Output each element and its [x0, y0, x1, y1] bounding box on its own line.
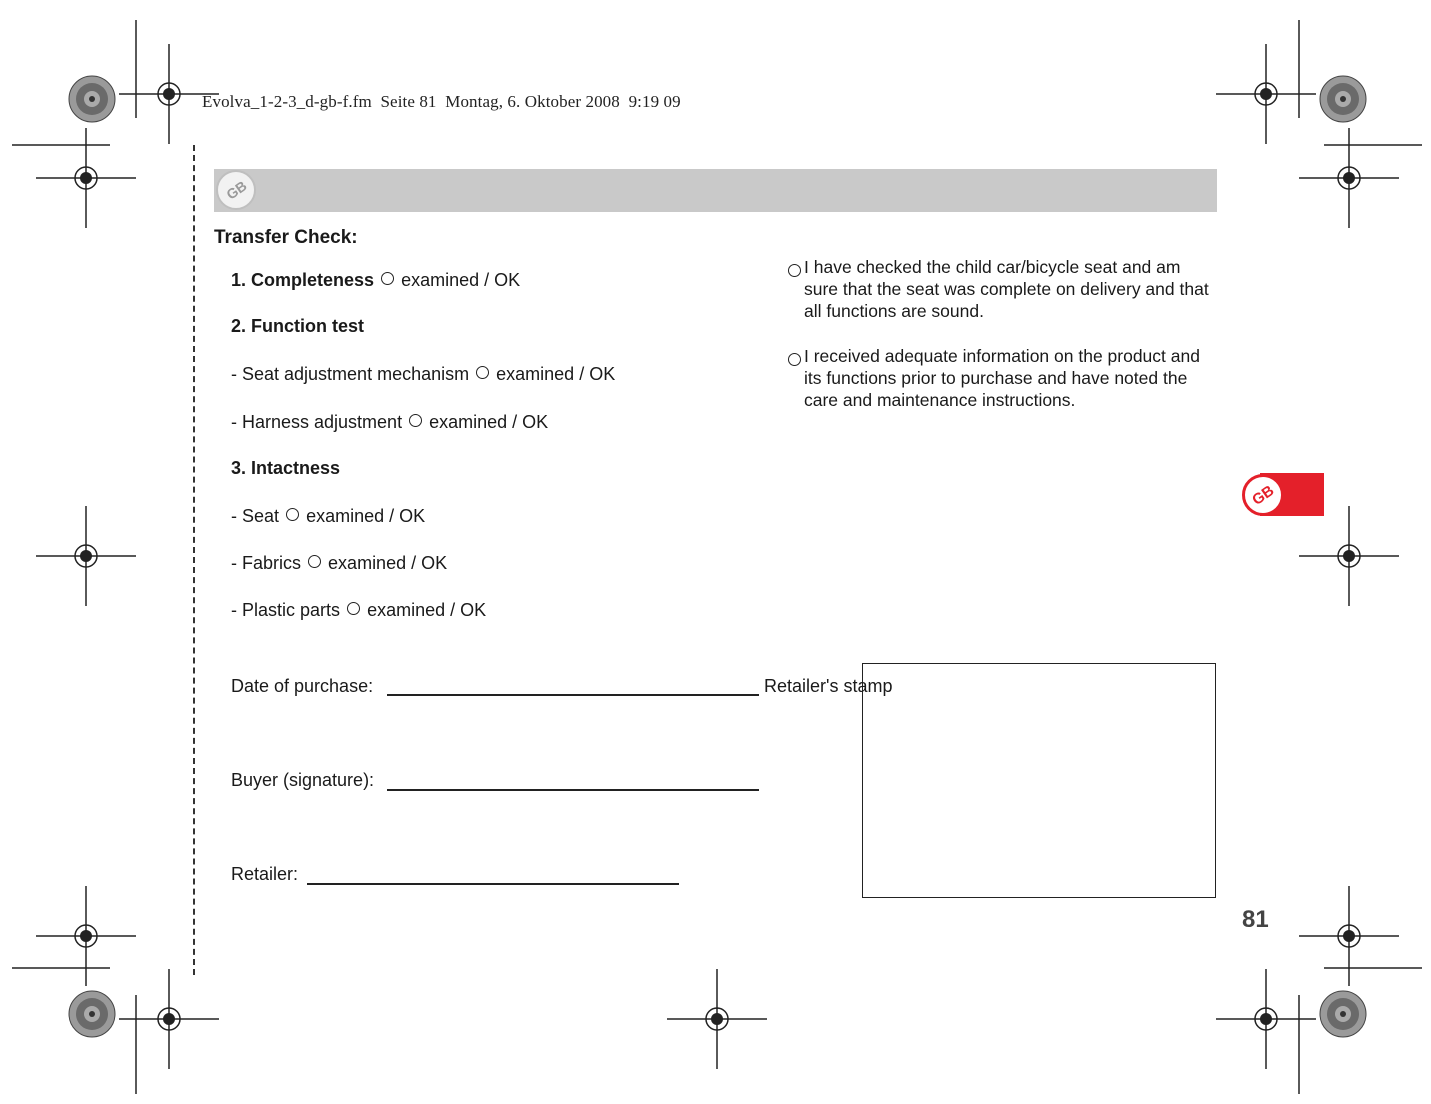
registration-target-icon — [667, 969, 767, 1069]
checkbox-circle-icon[interactable] — [381, 272, 394, 285]
side-tab-badge — [1242, 474, 1284, 516]
check-seat-adjustment — [231, 364, 615, 385]
page-title: Transfer Check: — [214, 227, 358, 248]
check-seat — [231, 506, 425, 527]
check-completeness — [231, 270, 520, 291]
section-heading: 3. Intactness — [231, 458, 341, 478]
checkbox-circle-icon[interactable] — [788, 264, 801, 277]
color-wheel-icon — [69, 991, 115, 1037]
file-header: Evolva_1-2-3_d-gb-f.fm Seite 81 Montag, 6. Oktober 2008 9:19 09 — [202, 92, 681, 111]
retailer-label: Retailer: — [231, 864, 299, 884]
margin-rule — [193, 145, 195, 975]
declaration-informed — [786, 345, 1216, 411]
checkbox-circle-icon[interactable] — [308, 555, 321, 568]
checkbox-circle-icon[interactable] — [788, 353, 801, 366]
registration-target-icon — [36, 886, 136, 986]
checkbox-circle-icon[interactable] — [347, 602, 360, 615]
language-badge — [216, 170, 256, 210]
check-plastic-parts — [231, 600, 486, 621]
declaration-checked — [786, 256, 1216, 322]
check-label: - Plastic parts — [231, 600, 341, 620]
registration-target-icon — [1299, 128, 1399, 228]
declaration-text: I received adequate information on the product and its functions prior to purchase and have noted the care and maintenance instructions. — [804, 346, 1200, 410]
side-tab-label: GB — [1248, 481, 1278, 509]
language-badge-label: GB — [222, 177, 250, 203]
check-label: - Seat — [231, 506, 280, 526]
registration-target-icon — [36, 506, 136, 606]
date-of-purchase-field[interactable] — [387, 694, 759, 696]
registration-target-icon — [1216, 44, 1316, 144]
checkbox-circle-icon[interactable] — [409, 414, 422, 427]
check-harness — [231, 412, 548, 433]
check-status: examined / OK — [367, 600, 487, 620]
registration-target-icon — [1299, 506, 1399, 606]
date-of-purchase-label: Date of purchase: — [231, 676, 374, 696]
registration-target-icon — [1216, 969, 1316, 1069]
registration-target-icon — [1299, 886, 1399, 986]
color-wheel-icon — [1320, 76, 1366, 122]
color-wheel-icon — [1320, 991, 1366, 1037]
registration-target-icon — [119, 969, 219, 1069]
section-function-test — [231, 316, 364, 337]
check-label: 1. Completeness — [231, 270, 375, 290]
checkbox-circle-icon[interactable] — [476, 366, 489, 379]
section-intactness — [231, 458, 340, 479]
section-heading: 2. Function test — [231, 316, 365, 336]
check-status: examined / OK — [306, 506, 426, 526]
check-status: examined / OK — [328, 553, 448, 573]
declaration-text: I have checked the child car/bicycle seat and am sure that the seat was complete on delivery and that all functions are sound. — [804, 257, 1209, 321]
buyer-signature-field[interactable] — [387, 789, 759, 791]
checkbox-circle-icon[interactable] — [286, 508, 299, 521]
registration-target-icon — [36, 128, 136, 228]
retailer-stamp-label: Retailer's stamp — [764, 676, 893, 696]
check-status: examined / OK — [429, 412, 549, 432]
color-wheel-icon — [69, 76, 115, 122]
buyer-signature-label: Buyer (signature): — [231, 770, 375, 790]
language-bar — [214, 169, 1217, 212]
check-label: - Harness adjustment — [231, 412, 403, 432]
check-label: - Fabrics — [231, 553, 302, 573]
retailer-stamp-box[interactable] — [862, 663, 1216, 898]
page-number: 81 — [1242, 906, 1269, 933]
check-status: examined / OK — [496, 364, 616, 384]
retailer-field[interactable] — [307, 883, 679, 885]
check-label: - Seat adjustment mechanism — [231, 364, 470, 384]
check-fabrics — [231, 553, 447, 574]
check-status: examined / OK — [401, 270, 521, 290]
